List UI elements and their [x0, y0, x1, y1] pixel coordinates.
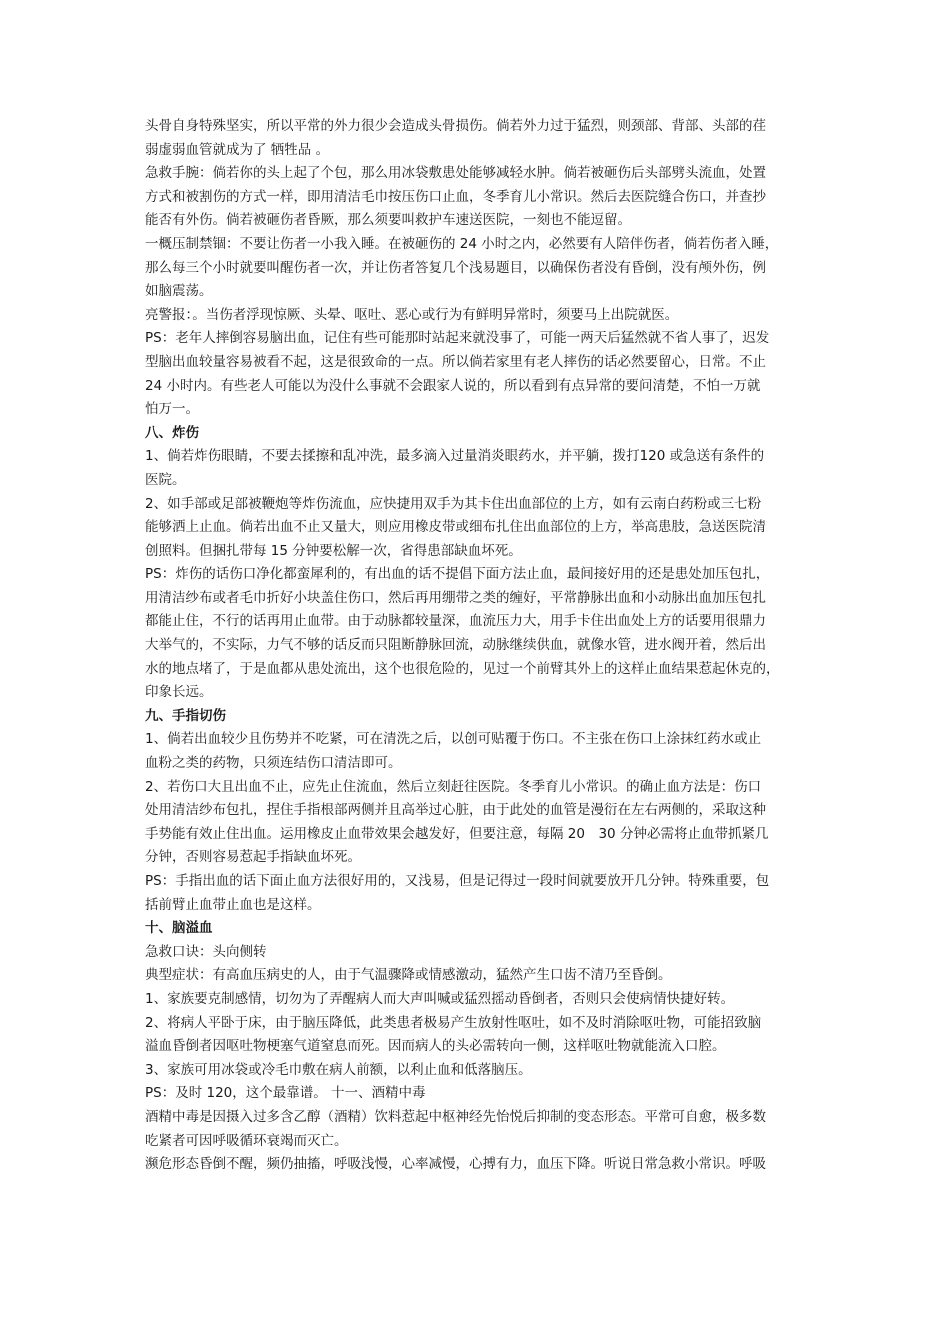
text-line: 头骨自身特殊坚实，所以平常的外力很少会造成头骨损伤。倘若外力过于猛烈，则颈部、背部、头部的荏: [145, 118, 766, 134]
text-line: PS：老年人摔倒容易脑出血，记住有些可能那时站起来就没事了，可能一两天后猛然就不省人事了，迟发: [145, 330, 770, 347]
text-line: 亮警报：。当伤者浮现惊厥、头晕、呕吐、恶心或行为有鲜明异常时，须要马上出院就医。: [145, 306, 679, 323]
text-line: 大举气的，不实际，力气不够的话反而只阻断静脉回流，动脉继续供血，就像水管，进水阀开着，然后出: [145, 637, 766, 654]
text-line: 弱虚弱血管就成为了 牺牲品 。: [145, 141, 330, 158]
text-line: 怕万一。: [145, 401, 199, 418]
text-line: 一概压制禁锢：不要让伤者一小我入睡。在被砸伤的 24 小时之内，必然要有人陪伴伤者，倘若伤者入睡，: [145, 235, 779, 252]
text-line: 印象长远。: [145, 684, 213, 701]
text-line: 方式和被割伤的方式一样，即用清洁毛巾按压伤口止血，冬季育儿小常识。然后去医院缝合伤口，并查抄: [145, 188, 766, 205]
text-line: 分钟，否则容易惹起手指缺血坏死。: [145, 849, 361, 866]
text-line: 急救手腕：倘若你的头上起了个包，那么用冰袋敷患处能够减轻水肿。倘若被砸伤后头部劈头流血，处置: [145, 165, 766, 182]
text-line: PS：手指出血的话下面止血方法很好用的，又浅易，但是记得过一段时间就要放开几分钟。特殊重要，包: [145, 873, 770, 889]
text-line: 2、如手部或足部被鞭炮等炸伤流血，应快捷用双手为其卡住出血部位的上方，如有云南白药粉或三七粉: [145, 495, 762, 512]
section-heading: 十、脑溢血: [145, 920, 213, 937]
text-line: 水的地点堵了，于是血都从患处流出，这个也很危险的，见过一个前臂其外上的这样止血结果惹起休克的，: [145, 660, 780, 677]
text-line: 都能止住，不行的话再用止血带。由于动脉都较量深，血流压力大，用手卡住出血处上方的话要用很鼎力: [145, 613, 766, 630]
text-line: 溢血昏倒者因呕吐物梗塞气道窒息而死。因而病人的头必需转向一侧，这样呕吐物就能流入口腔。: [145, 1038, 726, 1055]
text-line: 2、若伤口大且出血不止，应先止住流血，然后立刻赶往医院。冬季育儿小常识。的确止血方法是：伤口: [145, 778, 762, 795]
text-line: 典型症状：有高血压病史的人，由于气温骤降或情感激动，猛然产生口齿不清乃至昏倒。: [145, 967, 672, 984]
text-line: PS：及时 120，这个最靠谱。 十一、酒精中毒: [145, 1085, 426, 1102]
text-line: 那么每三个小时就要叫醒伤者一次，并让伤者答复几个浅易题目，以确保伤者没有昏倒，没有颅外伤，例: [145, 259, 766, 276]
text-line: 1、倘若炸伤眼睛，不要去揉擦和乱冲洗，最多滴入过量消炎眼药水，并平躺，拨打120 或急送有条件的: [145, 448, 765, 465]
text-line: PS：炸伤的话伤口净化都蛮犀利的，有出血的话不提倡下面方法止血，最间接好用的还是患处加压包扎，: [145, 566, 770, 583]
text-line: 急救口诀：头向侧转: [145, 943, 267, 960]
text-line: 3、家族可用冰袋或冷毛巾敷在病人前额，以利止血和低落脑压。: [145, 1061, 532, 1078]
document-body: [145, 115, 835, 1177]
text-line: 酒精中毒是因摄入过多含乙醇（酒精）饮料惹起中枢神经先怡悦后抑制的变态形态。平常可自愈，极多数: [145, 1108, 766, 1125]
text-line: 创照料。但捆扎带每 15 分钟要松解一次，省得患部缺血坏死。: [145, 542, 522, 559]
text-line: 如脑震荡。: [145, 283, 213, 300]
text-line: 型脑出血较量容易被看不起，这是很致命的一点。所以倘若家里有老人摔伤的话必然要留心，日常。不止: [145, 353, 766, 370]
section-heading: 九、手指切伤: [145, 707, 226, 724]
text-line: 吃紧者可因呼吸循环衰竭而灭亡。: [145, 1132, 348, 1149]
section-heading: 八、炸伤: [145, 424, 199, 441]
text-line: 医院。: [145, 471, 186, 488]
text-line: 濒危形态昏倒不醒，频仍抽搐，呼吸浅慢，心率减慢，心搏有力，血压下降。听说日常急救小常识。呼吸: [145, 1156, 766, 1173]
text-line: 1、家族要克制感情，切勿为了弄醒病人而大声叫喊或猛烈摇动昏倒者，否则只会使病情快捷好转。: [145, 990, 735, 1007]
text-line: 括前臂止血带止血也是这样。: [145, 896, 321, 913]
text-line: 2、将病人平卧于床，由于脑压降低，此类患者极易产生放射性呕吐，如不及时消除呕吐物，可能招致脑: [145, 1014, 762, 1031]
text-line: 血粉之类的药物，只须连结伤口清洁即可。: [145, 755, 402, 772]
text-line: 手势能有效止住出血。运用橡皮止血带效果会越发好，但要注意，每隔 20 30 分钟必需将止血带抓紧几: [145, 825, 769, 842]
text-line: 24 小时内。有些老人可能以为没什么事就不会跟家人说的，所以看到有点异常的要问清楚，不怕一万就: [145, 377, 761, 394]
text-line: 用清洁纱布或者毛巾折好小块盖住伤口，然后再用绷带之类的缠好，平常静脉出血和小动脉出血加压包扎: [145, 589, 766, 606]
text-line: 能够洒上止血。倘若出血不止又量大，则应用橡皮带或细布扎住出血部位的上方，举高患肢，急送医院清: [145, 519, 766, 536]
text-line: 1、倘若出血较少且伤势并不吃紧，可在清洗之后，以创可贴覆于伤口。不主张在伤口上涂抹红药水或止: [145, 731, 762, 748]
text-line: 处用清洁纱布包扎，捏住手指根部两侧并且高举过心脏，由于此处的血管是漫衍在左右两侧的，采取这种: [145, 802, 766, 819]
text-line: 能否有外伤。倘若被砸伤者昏厥，那么须要叫救护车速送医院，一刻也不能逗留。: [145, 212, 631, 229]
